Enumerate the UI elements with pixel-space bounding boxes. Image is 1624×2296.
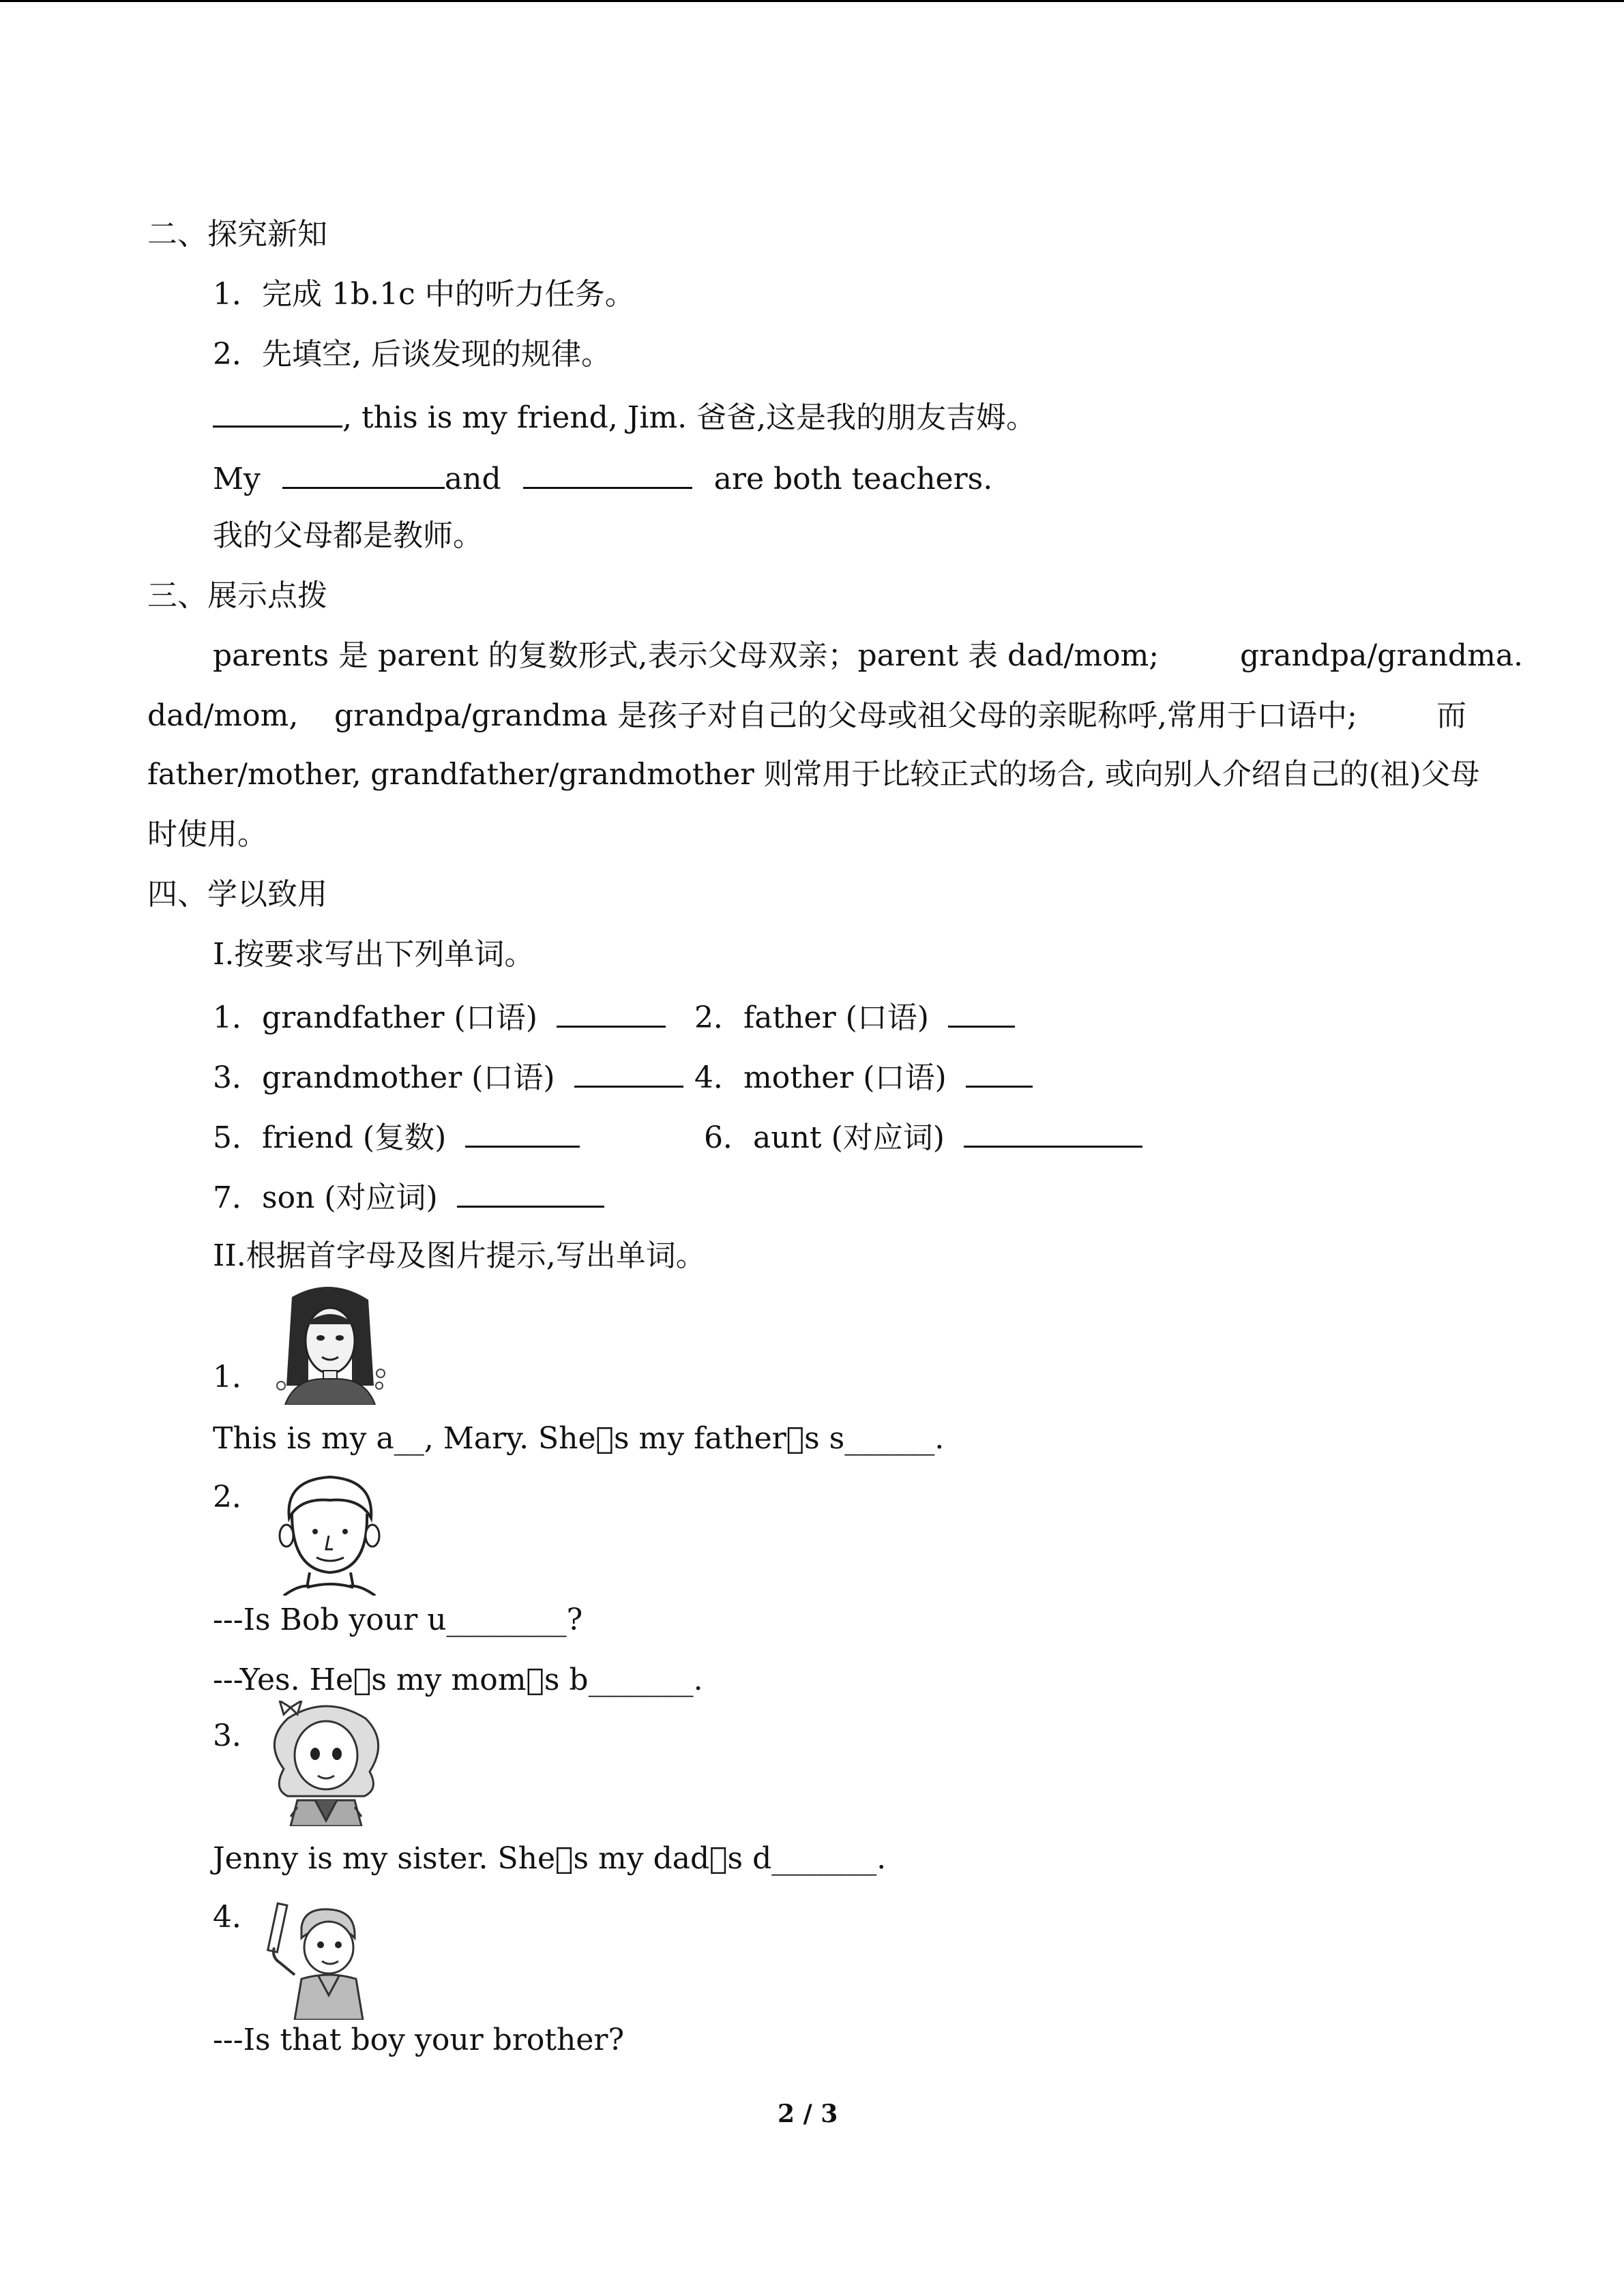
answer-blank[interactable] [465, 1116, 580, 1148]
section-3-para-line-1-end: grandpa/grandma. [1240, 638, 1524, 673]
part-1-title: I.按要求写出下列单词。 [213, 937, 535, 972]
answer-blank[interactable] [948, 996, 1015, 1028]
question-6-text: 6．aunt (对应词) [704, 1120, 945, 1155]
question-5-text: 5．friend (复数) [213, 1120, 447, 1155]
fill-sentence-2-translation: 我的父母都是教师。 [213, 518, 483, 553]
question-1 [213, 996, 666, 1039]
picture-item-4-number: 4． [213, 1900, 262, 1935]
question-1-text: 1．grandfather (口语) [213, 1000, 537, 1035]
question-4-text: 4．mother (口语) [694, 1060, 947, 1095]
picture-item-1-number: 1． [213, 1360, 262, 1395]
page-top-border [0, 0, 1624, 2]
answer-blank[interactable] [966, 1056, 1033, 1088]
page-number: 2 / 3 [778, 2100, 838, 2128]
section-3-para-line-3: father/mother, grandfather/grandmother 则常用于比较正式的场合, 或向别人介绍自己的(祖)父母 [147, 758, 1480, 792]
boy-with-ruler-illustration [261, 1900, 372, 2020]
fill-sentence-2-my: My [213, 462, 261, 496]
question-3 [213, 1056, 683, 1099]
question-4 [694, 1056, 1033, 1099]
section-3-para-line-1: parents 是 parent 的复数形式,表示父母双亲；parent 表 dad/mom; [213, 638, 1160, 673]
answer-blank[interactable] [964, 1116, 1142, 1148]
answer-blank[interactable] [457, 1176, 604, 1208]
question-3-text: 3．grandmother (口语) [213, 1060, 555, 1095]
answer-blank[interactable] [282, 457, 445, 489]
fill-sentence-1-text: , this is my friend, Jim. 爸爸,这是我的朋友吉姆。 [342, 400, 1037, 435]
fill-sentence-2-end: are both teachers. [713, 462, 993, 496]
section-3-para-line-2c: 而 [1436, 698, 1466, 733]
fill-sentence-2 [213, 457, 992, 500]
picture-item-3-number: 3． [213, 1718, 262, 1753]
section-2-item-1: 1．完成 1b.1c 中的听力任务。 [213, 277, 635, 312]
section-3-para-line-2a: dad/mom, [147, 698, 299, 733]
woman-illustration [271, 1283, 389, 1405]
question-6 [704, 1116, 1142, 1159]
fill-sentence-1 [213, 396, 1036, 438]
answer-blank[interactable] [557, 996, 666, 1028]
answer-blank[interactable] [213, 396, 342, 428]
answer-blank[interactable] [574, 1056, 683, 1088]
question-7-text: 7．son (对应词) [213, 1180, 438, 1215]
part-2-title: II.根据首字母及图片提示,写出单词。 [213, 1238, 706, 1273]
picture-item-4-question: ---Is that boy your brother? [213, 2023, 625, 2057]
question-7 [213, 1176, 604, 1219]
picture-item-1-sentence: This is my a__, Mary. She s my father s s______. [213, 1421, 945, 1456]
answer-blank[interactable] [523, 457, 692, 489]
fill-sentence-2-and: and [444, 462, 501, 496]
picture-item-2-question: ---Is Bob your u________? [213, 1602, 583, 1637]
picture-item-2-answer: ---Yes. He s my mom s b_______. [213, 1663, 703, 1697]
question-5 [213, 1116, 580, 1159]
picture-item-2-number: 2． [213, 1480, 262, 1515]
section-3-heading: 三、展示点拨 [147, 578, 327, 613]
girl-illustration [263, 1701, 389, 1826]
section-2-heading: 二、探究新知 [147, 217, 327, 252]
section-2-item-2: 2．先填空, 后谈发现的规律。 [213, 337, 611, 372]
man-illustration [271, 1470, 387, 1596]
question-2 [694, 996, 1015, 1039]
section-3-para-line-4: 时使用。 [147, 817, 267, 852]
section-4-heading: 四、学以致用 [147, 877, 327, 912]
picture-item-3-sentence: Jenny is my sister. She s my dad s d_______. [213, 1841, 887, 1876]
section-3-para-line-2b: grandpa/grandma 是孩子对自己的父母或祖父母的亲昵称呼,常用于口语中; [334, 698, 1357, 733]
question-2-text: 2．father (口语) [694, 1000, 929, 1035]
